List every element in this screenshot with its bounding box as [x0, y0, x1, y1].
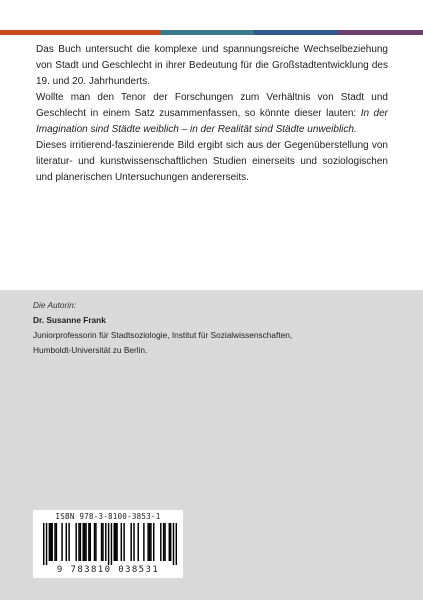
- color-bar-segment: [0, 30, 161, 35]
- barcode-bar: [54, 523, 55, 561]
- barcode-graphic: [43, 523, 177, 565]
- barcode-bar: [150, 523, 151, 561]
- back-cover-blurb: [36, 42, 388, 186]
- blurb-quote: In der Imagination sind Städte weiblich – in der Realität sind Städte unweiblich.: [36, 108, 388, 135]
- barcode-bar: [123, 523, 124, 561]
- barcode-bar: [173, 523, 174, 565]
- author-affiliation: Humboldt-Universität zu Berlin.: [33, 345, 148, 355]
- barcode-bar: [164, 523, 165, 561]
- barcode-bar: [111, 523, 112, 565]
- barcode-bar: [114, 523, 115, 561]
- barcode-bar: [163, 523, 164, 561]
- barcode-bar: [94, 523, 95, 561]
- barcode-bar: [176, 523, 177, 565]
- author-affiliation: Juniorprofessorin für Stadtsoziologie, Institut für Sozialwissenschaften,: [33, 330, 293, 340]
- barcode-bar: [138, 523, 139, 561]
- barcode-bar: [43, 523, 44, 565]
- top-color-bar: [0, 30, 423, 35]
- blurb-paragraph: [36, 90, 388, 138]
- barcode-bar: [105, 523, 106, 561]
- color-bar-segment: [254, 30, 339, 35]
- barcode-bar: [121, 523, 122, 561]
- barcode-bar: [102, 523, 103, 561]
- isbn-barcode: [33, 510, 183, 578]
- barcode-bar: [80, 523, 81, 561]
- barcode-bar: [115, 523, 116, 561]
- barcode-bar: [130, 523, 131, 561]
- barcode-bar: [147, 523, 148, 561]
- barcode-digits: 9 783810 038531: [56, 565, 160, 575]
- barcode-bar: [85, 523, 86, 561]
- blurb-lead: Wollte man den Tenor der Forschungen zum Verhältnis von Stadt und Geschlecht in einem Satz zusammenfassen, so könnte dieser lauten:: [36, 92, 388, 119]
- barcode-bar: [84, 523, 85, 561]
- barcode-bars: [43, 523, 177, 565]
- barcode-bar: [46, 523, 47, 565]
- barcode-bar: [82, 523, 83, 561]
- barcode-bar: [153, 523, 154, 561]
- barcode-bar: [68, 523, 69, 561]
- isbn-label: ISBN 978-3-8100-3853-1: [55, 512, 161, 521]
- color-bar-segment: [338, 30, 423, 35]
- barcode-bar: [160, 523, 161, 561]
- barcode-bar: [149, 523, 150, 561]
- barcode-bar: [116, 523, 117, 561]
- blurb-paragraph: Dieses irritierend-faszinierende Bild ergibt sich aus der Gegenüberstellung von literatur- und kunstwissenschaftlichen Studien einerseits und soziologischen und planerischen Untersuchungen andererseits.: [36, 140, 388, 183]
- barcode-bar: [170, 523, 171, 561]
- barcode-bar: [56, 523, 57, 561]
- blurb-paragraph: Das Buch untersucht die komplexe und spannungsreiche Wechselbeziehung von Stadt und Geschlecht in ihrer Bedeutung für die Großstadtentwicklung des 19. und 20. Jahrhunderts.: [36, 44, 388, 87]
- barcode-bar: [95, 523, 96, 561]
- barcode-bar: [78, 523, 79, 561]
- barcode-bar: [90, 523, 91, 561]
- author-name: Dr. Susanne Frank: [33, 315, 106, 325]
- barcode-bar: [133, 523, 134, 561]
- barcode-bar: [50, 523, 51, 561]
- barcode-bar: [51, 523, 52, 561]
- barcode-bar: [88, 523, 89, 561]
- barcode-bar: [61, 523, 62, 561]
- barcode-bar: [101, 523, 102, 561]
- author-info: [33, 298, 292, 358]
- barcode-bar: [108, 523, 109, 565]
- barcode-bar: [169, 523, 170, 561]
- author-role: Die Autorin:: [33, 300, 77, 310]
- barcode-bar: [75, 523, 76, 561]
- color-bar-segment: [161, 30, 254, 35]
- barcode-bar: [66, 523, 67, 561]
- barcode-bar: [143, 523, 144, 561]
- barcode-bar: [49, 523, 50, 561]
